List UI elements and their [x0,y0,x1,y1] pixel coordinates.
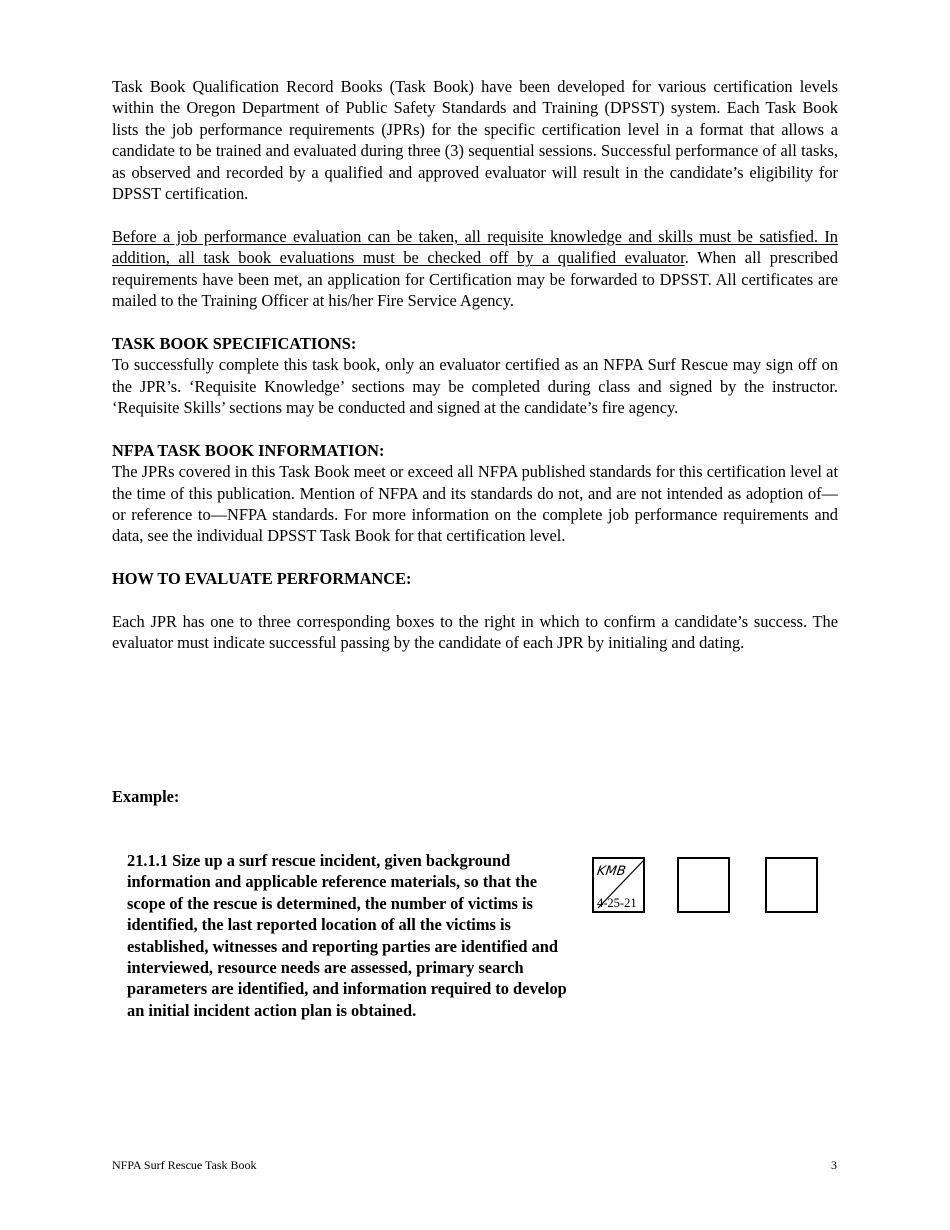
footer-page-number: 3 [831,1158,837,1172]
intro-paragraph-2 [112,226,838,312]
intro-paragraph-1: Task Book Qualification Record Books (Task Book) have been developed for various certification levels within the Oregon Department of Public Safety Standards and Training (DPSST) system. Each Task Book lists the job performance requirements (JPRs) for the specific certification level in a format that allows a candidate to be trained and evaluated during three (3) sequential sessions. Successful performance of all tasks, as observed and recorded by a qualified and approved evaluator will result in the candidate’s eligibility for DPSST certification. [112,77,838,204]
signoff-box-3[interactable] [765,857,818,913]
nfpa-info-heading: NFPA TASK BOOK INFORMATION: [112,440,385,460]
signoff-box-1[interactable] [592,857,645,913]
intro-paragraph-2-rest: . When all prescribed requirements have been met, an application for Certification may be forwarded to DPSST. All certificates are mailed to the Training Officer at his/her Fire Service Agency. [112,248,839,311]
evaluate-heading: HOW TO EVALUATE PERFORMANCE: [112,569,412,589]
example-label: Example: [112,787,180,806]
intro-underlined-requirement: Before a job performance evaluation can be taken, all requisite knowledge and skills must be satisfied. In addition, all task book evaluations must be checked off by a qualified evaluator [112,226,838,268]
evaluate-body: Each JPR has one to three corresponding boxes to the right in which to confirm a candidate’s success. The evaluator must indicate successful passing by the candidate of each JPR by initialing and dating. [112,612,838,653]
example-jpr-text: 21.1.1 Size up a surf rescue incident, given background information and applicable reference materials, so that the scope of the rescue is determined, the number of victims is identified, the last reported location of all the victims is established, witnesses and reporting parties are identified and interviewed, resource needs are assessed, primary search parameters are identified, and information required to develop an initial incident action plan is obtained. [127,851,567,1020]
signoff-date: 4-25-21 [597,896,637,910]
specs-heading: TASK BOOK SPECIFICATIONS: [112,333,357,353]
nfpa-info-body: The JPRs covered in this Task Book meet or exceed all NFPA published standards for this certification level at the time of this publication. Mention of NFPA and its standards do not, and are not intended as adoption of—or reference to—NFPA standards. For more information on the complete job performance requirements and data, see the individual DPSST Task Book for that certification level. [112,462,838,546]
footer-title: NFPA Surf Rescue Task Book [112,1158,257,1172]
signoff-box-2[interactable] [677,857,730,913]
specs-body: To successfully complete this task book, only an evaluator certified as an NFPA Surf Rescue may sign off on the JPR’s. ‘Requisite Knowledge’ sections may be completed during class and signed by the instructor. ‘Requisite Skills’ sections may be conducted and signed at the candidate’s fire agency. [112,355,838,418]
evaluator-initials: KMB [595,864,627,879]
document-body [112,76,838,654]
